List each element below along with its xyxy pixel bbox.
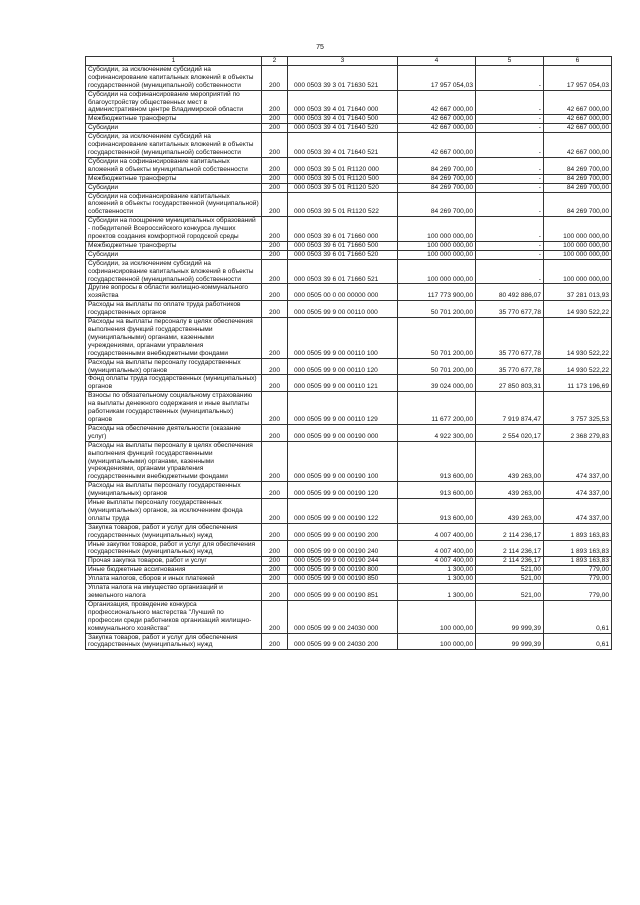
row-code-cell: 200 bbox=[262, 392, 288, 425]
approved-amount-cell: 1 300,00 bbox=[398, 584, 476, 601]
executed-amount-cell: - bbox=[476, 217, 544, 242]
column-number: 2 bbox=[262, 57, 288, 66]
row-name-cell: Субсидии, за исключением субсидий на софинансирование капитальных вложений в объекты государственной (муниципальной) собственности bbox=[86, 65, 262, 90]
executed-amount-cell: 2 114 236,17 bbox=[476, 540, 544, 557]
row-code-cell: 200 bbox=[262, 250, 288, 259]
row-name-cell: Закупка товаров, работ и услуг для обеспечения государственных (муниципальных) нужд bbox=[86, 523, 262, 540]
row-name-cell: Расходы на выплаты персоналу государственных (муниципальных) органов bbox=[86, 482, 262, 499]
row-code-cell: 200 bbox=[262, 441, 288, 482]
executed-amount-cell: 439 263,00 bbox=[476, 482, 544, 499]
executed-amount-cell: 2 114 236,17 bbox=[476, 557, 544, 566]
table-row bbox=[86, 318, 612, 359]
unexecuted-amount-cell: 3 757 325,53 bbox=[544, 392, 612, 425]
budget-classification-code-cell: 000 0505 99 9 00 00190 800 bbox=[288, 566, 398, 575]
row-name-cell: Субсидии bbox=[86, 124, 262, 133]
approved-amount-cell: 100 000,00 bbox=[398, 600, 476, 633]
budget-classification-code-cell: 000 0503 39 4 01 71640 520 bbox=[288, 124, 398, 133]
executed-amount-cell: - bbox=[476, 65, 544, 90]
row-name-cell: Межбюджетные трансферты bbox=[86, 115, 262, 124]
row-code-cell: 200 bbox=[262, 133, 288, 158]
table-row bbox=[86, 557, 612, 566]
executed-amount-cell: 35 770 677,78 bbox=[476, 358, 544, 375]
row-name-cell: Межбюджетные трансферты bbox=[86, 241, 262, 250]
row-code-cell: 200 bbox=[262, 65, 288, 90]
executed-amount-cell: - bbox=[476, 124, 544, 133]
row-name-cell: Субсидии на софинансирование капитальных вложений в объекты государственной (муниципальной) собственности bbox=[86, 192, 262, 217]
approved-amount-cell: 100 000 000,00 bbox=[398, 241, 476, 250]
row-name-cell: Расходы на выплаты по оплате труда работников государственных органов bbox=[86, 301, 262, 318]
table-row bbox=[86, 566, 612, 575]
row-name-cell: Субсидии, за исключением субсидий на софинансирование капитальных вложений в объекты государственной (муниципальной) собственности bbox=[86, 133, 262, 158]
row-code-cell: 200 bbox=[262, 575, 288, 584]
approved-amount-cell: 17 957 054,03 bbox=[398, 65, 476, 90]
unexecuted-amount-cell: 0,61 bbox=[544, 633, 612, 650]
budget-classification-code-cell: 000 0505 99 9 00 00110 120 bbox=[288, 358, 398, 375]
approved-amount-cell: 42 667 000,00 bbox=[398, 115, 476, 124]
unexecuted-amount-cell: 1 893 163,83 bbox=[544, 523, 612, 540]
row-code-cell: 200 bbox=[262, 482, 288, 499]
budget-classification-code-cell: 000 0505 99 9 00 00190 850 bbox=[288, 575, 398, 584]
unexecuted-amount-cell: 84 269 700,00 bbox=[544, 192, 612, 217]
approved-amount-cell: 84 269 700,00 bbox=[398, 157, 476, 174]
row-code-cell: 200 bbox=[262, 499, 288, 524]
table-row bbox=[86, 217, 612, 242]
table-row bbox=[86, 174, 612, 183]
row-name-cell: Иные закупки товаров, работ и услуг для обеспечения государственных (муниципальных) нужд bbox=[86, 540, 262, 557]
row-code-cell: 200 bbox=[262, 523, 288, 540]
budget-classification-code-cell: 000 0505 99 9 00 00190 000 bbox=[288, 424, 398, 441]
executed-amount-cell: 27 850 803,31 bbox=[476, 375, 544, 392]
executed-amount-cell: 35 770 677,78 bbox=[476, 301, 544, 318]
unexecuted-amount-cell: 42 667 000,00 bbox=[544, 90, 612, 115]
table-row bbox=[86, 124, 612, 133]
table-row bbox=[86, 482, 612, 499]
approved-amount-cell: 100 000 000,00 bbox=[398, 250, 476, 259]
executed-amount-cell: - bbox=[476, 259, 544, 284]
unexecuted-amount-cell: 779,00 bbox=[544, 584, 612, 601]
unexecuted-amount-cell: 100 000 000,00 bbox=[544, 259, 612, 284]
approved-amount-cell: 11 677 200,00 bbox=[398, 392, 476, 425]
executed-amount-cell: 99 999,39 bbox=[476, 600, 544, 633]
budget-classification-code-cell: 000 0505 99 9 00 00110 000 bbox=[288, 301, 398, 318]
table-row bbox=[86, 392, 612, 425]
unexecuted-amount-cell: 0,61 bbox=[544, 600, 612, 633]
executed-amount-cell: 439 263,00 bbox=[476, 441, 544, 482]
table-row bbox=[86, 633, 612, 650]
approved-amount-cell: 117 773 900,00 bbox=[398, 284, 476, 301]
row-code-cell: 200 bbox=[262, 124, 288, 133]
executed-amount-cell: - bbox=[476, 115, 544, 124]
unexecuted-amount-cell: 37 281 013,93 bbox=[544, 284, 612, 301]
row-code-cell: 200 bbox=[262, 540, 288, 557]
budget-execution-table bbox=[85, 56, 612, 650]
row-name-cell: Иные выплаты персоналу государственных (муниципальных) органов, за исключением фонда оплаты труда bbox=[86, 499, 262, 524]
table-row bbox=[86, 115, 612, 124]
row-name-cell: Уплата налога на имущество организаций и земельного налога bbox=[86, 584, 262, 601]
budget-classification-code-cell: 000 0505 99 9 00 00190 244 bbox=[288, 557, 398, 566]
executed-amount-cell: 35 770 677,78 bbox=[476, 318, 544, 359]
approved-amount-cell: 50 701 200,00 bbox=[398, 318, 476, 359]
budget-classification-code-cell: 000 0503 39 3 01 71630 521 bbox=[288, 65, 398, 90]
row-name-cell: Субсидии на софинансирование мероприятий по благоустройству общественных мест в административном центре Владимирской области bbox=[86, 90, 262, 115]
executed-amount-cell: 99 999,39 bbox=[476, 633, 544, 650]
approved-amount-cell: 913 600,00 bbox=[398, 441, 476, 482]
unexecuted-amount-cell: 14 930 522,22 bbox=[544, 301, 612, 318]
approved-amount-cell: 1 300,00 bbox=[398, 566, 476, 575]
column-number: 6 bbox=[544, 57, 612, 66]
row-code-cell: 200 bbox=[262, 557, 288, 566]
unexecuted-amount-cell: 42 667 000,00 bbox=[544, 124, 612, 133]
table-row bbox=[86, 499, 612, 524]
page-number: 75 bbox=[316, 44, 324, 51]
row-code-cell: 200 bbox=[262, 301, 288, 318]
row-code-cell: 200 bbox=[262, 358, 288, 375]
budget-classification-code-cell: 000 0503 39 5 01 R1120 500 bbox=[288, 174, 398, 183]
table-row bbox=[86, 157, 612, 174]
row-name-cell: Прочая закупка товаров, работ и услуг bbox=[86, 557, 262, 566]
executed-amount-cell: 521,00 bbox=[476, 575, 544, 584]
approved-amount-cell: 50 701 200,00 bbox=[398, 358, 476, 375]
unexecuted-amount-cell: 474 337,00 bbox=[544, 499, 612, 524]
unexecuted-amount-cell: 474 337,00 bbox=[544, 441, 612, 482]
approved-amount-cell: 42 667 000,00 bbox=[398, 90, 476, 115]
table-row bbox=[86, 90, 612, 115]
unexecuted-amount-cell: 17 957 054,03 bbox=[544, 65, 612, 90]
row-code-cell: 200 bbox=[262, 600, 288, 633]
budget-classification-code-cell: 000 0503 39 4 01 71640 000 bbox=[288, 90, 398, 115]
executed-amount-cell: - bbox=[476, 183, 544, 192]
table-row bbox=[86, 375, 612, 392]
row-name-cell: Организация, проведение конкурса профессионального мастерства "Лучший по профессии среди работников организаций жилищно-коммунального хозяйства" bbox=[86, 600, 262, 633]
row-name-cell: Субсидии bbox=[86, 250, 262, 259]
approved-amount-cell: 913 600,00 bbox=[398, 482, 476, 499]
row-code-cell: 200 bbox=[262, 259, 288, 284]
executed-amount-cell: - bbox=[476, 192, 544, 217]
table-row bbox=[86, 600, 612, 633]
budget-classification-code-cell: 000 0505 99 9 00 00190 122 bbox=[288, 499, 398, 524]
executed-amount-cell: - bbox=[476, 250, 544, 259]
unexecuted-amount-cell: 84 269 700,00 bbox=[544, 174, 612, 183]
row-name-cell: Субсидии bbox=[86, 183, 262, 192]
row-name-cell: Расходы на выплаты персоналу в целях обеспечения выполнения функций государственными (муниципальными) органами, казенными учреждениями, органами управления государственными внебюджетными фондами bbox=[86, 318, 262, 359]
row-name-cell: Расходы на обеспечение деятельности (оказание услуг) bbox=[86, 424, 262, 441]
row-code-cell: 200 bbox=[262, 174, 288, 183]
executed-amount-cell: 439 263,00 bbox=[476, 499, 544, 524]
row-name-cell: Взносы по обязательному социальному страхованию на выплаты денежного содержания и иные выплаты работникам государственных (муниципальных) органов bbox=[86, 392, 262, 425]
row-code-cell: 200 bbox=[262, 424, 288, 441]
unexecuted-amount-cell: 474 337,00 bbox=[544, 482, 612, 499]
row-name-cell: Расходы на выплаты персоналу государственных (муниципальных) органов bbox=[86, 358, 262, 375]
row-name-cell: Субсидии, за исключением субсидий на софинансирование капитальных вложений в объекты государственной (муниципальной) собственности bbox=[86, 259, 262, 284]
row-name-cell: Закупка товаров, работ и услуг для обеспечения государственных (муниципальных) нужд bbox=[86, 633, 262, 650]
table-row bbox=[86, 441, 612, 482]
column-number: 3 bbox=[288, 57, 398, 66]
table-row bbox=[86, 192, 612, 217]
column-number: 1 bbox=[86, 57, 262, 66]
unexecuted-amount-cell: 11 173 196,69 bbox=[544, 375, 612, 392]
budget-classification-code-cell: 000 0505 99 9 00 00110 100 bbox=[288, 318, 398, 359]
table-row bbox=[86, 584, 612, 601]
row-code-cell: 200 bbox=[262, 241, 288, 250]
approved-amount-cell: 100 000 000,00 bbox=[398, 259, 476, 284]
row-code-cell: 200 bbox=[262, 90, 288, 115]
row-code-cell: 200 bbox=[262, 566, 288, 575]
budget-classification-code-cell: 000 0503 39 6 01 71660 520 bbox=[288, 250, 398, 259]
table-row bbox=[86, 301, 612, 318]
budget-classification-code-cell: 000 0503 39 5 01 R1120 522 bbox=[288, 192, 398, 217]
approved-amount-cell: 4 007 400,00 bbox=[398, 523, 476, 540]
row-code-cell: 200 bbox=[262, 284, 288, 301]
executed-amount-cell: - bbox=[476, 157, 544, 174]
approved-amount-cell: 4 922 300,00 bbox=[398, 424, 476, 441]
budget-classification-code-cell: 000 0503 39 4 01 71640 500 bbox=[288, 115, 398, 124]
approved-amount-cell: 100 000 000,00 bbox=[398, 217, 476, 242]
unexecuted-amount-cell: 100 000 000,00 bbox=[544, 241, 612, 250]
executed-amount-cell: - bbox=[476, 133, 544, 158]
approved-amount-cell: 42 667 000,00 bbox=[398, 124, 476, 133]
column-number: 4 bbox=[398, 57, 476, 66]
approved-amount-cell: 1 300,00 bbox=[398, 575, 476, 584]
table-row bbox=[86, 358, 612, 375]
approved-amount-cell: 84 269 700,00 bbox=[398, 183, 476, 192]
budget-classification-code-cell: 000 0503 39 5 01 R1120 000 bbox=[288, 157, 398, 174]
row-code-cell: 200 bbox=[262, 633, 288, 650]
approved-amount-cell: 100 000,00 bbox=[398, 633, 476, 650]
table-row bbox=[86, 250, 612, 259]
approved-amount-cell: 42 667 000,00 bbox=[398, 133, 476, 158]
table-row bbox=[86, 523, 612, 540]
approved-amount-cell: 4 007 400,00 bbox=[398, 557, 476, 566]
budget-classification-code-cell: 000 0505 99 9 00 00190 240 bbox=[288, 540, 398, 557]
table-row bbox=[86, 183, 612, 192]
approved-amount-cell: 84 269 700,00 bbox=[398, 192, 476, 217]
approved-amount-cell: 50 701 200,00 bbox=[398, 301, 476, 318]
row-name-cell: Иные бюджетные ассигнования bbox=[86, 566, 262, 575]
row-name-cell: Уплата налогов, сборов и иных платежей bbox=[86, 575, 262, 584]
executed-amount-cell: 7 919 874,47 bbox=[476, 392, 544, 425]
budget-classification-code-cell: 000 0505 99 9 00 00190 100 bbox=[288, 441, 398, 482]
budget-classification-code-cell: 000 0503 39 4 01 71640 521 bbox=[288, 133, 398, 158]
budget-classification-code-cell: 000 0505 99 9 00 00190 120 bbox=[288, 482, 398, 499]
executed-amount-cell: 2 114 236,17 bbox=[476, 523, 544, 540]
budget-classification-code-cell: 000 0503 39 5 01 R1120 520 bbox=[288, 183, 398, 192]
budget-classification-code-cell: 000 0505 99 9 00 00110 121 bbox=[288, 375, 398, 392]
approved-amount-cell: 84 269 700,00 bbox=[398, 174, 476, 183]
row-name-cell: Субсидии на софинансирование капитальных вложений в объекты муниципальной собственности bbox=[86, 157, 262, 174]
row-name-cell: Межбюджетные трансферты bbox=[86, 174, 262, 183]
row-code-cell: 200 bbox=[262, 217, 288, 242]
executed-amount-cell: 521,00 bbox=[476, 566, 544, 575]
unexecuted-amount-cell: 84 269 700,00 bbox=[544, 157, 612, 174]
unexecuted-amount-cell: 779,00 bbox=[544, 575, 612, 584]
executed-amount-cell: 521,00 bbox=[476, 584, 544, 601]
row-code-cell: 200 bbox=[262, 584, 288, 601]
budget-classification-code-cell: 000 0505 99 9 00 24030 000 bbox=[288, 600, 398, 633]
budget-classification-code-cell: 000 0505 99 9 00 24030 200 bbox=[288, 633, 398, 650]
unexecuted-amount-cell: 100 000 000,00 bbox=[544, 217, 612, 242]
row-code-cell: 200 bbox=[262, 115, 288, 124]
row-code-cell: 200 bbox=[262, 192, 288, 217]
executed-amount-cell: 80 492 886,07 bbox=[476, 284, 544, 301]
table-row bbox=[86, 284, 612, 301]
executed-amount-cell: - bbox=[476, 174, 544, 183]
approved-amount-cell: 4 007 400,00 bbox=[398, 540, 476, 557]
unexecuted-amount-cell: 14 930 522,22 bbox=[544, 358, 612, 375]
unexecuted-amount-cell: 1 893 163,83 bbox=[544, 540, 612, 557]
budget-classification-code-cell: 000 0505 99 9 00 00190 851 bbox=[288, 584, 398, 601]
row-code-cell: 200 bbox=[262, 157, 288, 174]
budget-classification-code-cell: 000 0503 39 6 01 71660 000 bbox=[288, 217, 398, 242]
budget-classification-code-cell: 000 0505 99 9 00 00110 129 bbox=[288, 392, 398, 425]
unexecuted-amount-cell: 1 893 163,83 bbox=[544, 557, 612, 566]
unexecuted-amount-cell: 14 930 522,22 bbox=[544, 318, 612, 359]
column-number: 5 bbox=[476, 57, 544, 66]
approved-amount-cell: 913 600,00 bbox=[398, 499, 476, 524]
budget-classification-code-cell: 000 0503 39 6 01 71660 500 bbox=[288, 241, 398, 250]
unexecuted-amount-cell: 42 667 000,00 bbox=[544, 133, 612, 158]
unexecuted-amount-cell: 779,00 bbox=[544, 566, 612, 575]
approved-amount-cell: 39 024 000,00 bbox=[398, 375, 476, 392]
table-row bbox=[86, 424, 612, 441]
row-name-cell: Субсидии на поощрение муниципальных образований - победителей Всероссийского конкурса лучших проектов создания комфортной городской среды bbox=[86, 217, 262, 242]
executed-amount-cell: - bbox=[476, 90, 544, 115]
budget-classification-code-cell: 000 0503 39 6 01 71660 521 bbox=[288, 259, 398, 284]
row-code-cell: 200 bbox=[262, 318, 288, 359]
unexecuted-amount-cell: 42 667 000,00 bbox=[544, 115, 612, 124]
column-number-row bbox=[86, 57, 612, 66]
row-name-cell: Фонд оплаты труда государственных (муниципальных) органов bbox=[86, 375, 262, 392]
unexecuted-amount-cell: 100 000 000,00 bbox=[544, 250, 612, 259]
row-code-cell: 200 bbox=[262, 183, 288, 192]
executed-amount-cell: - bbox=[476, 241, 544, 250]
row-name-cell: Расходы на выплаты персоналу в целях обеспечения выполнения функций государственными (муниципальными) органами, казенными учреждениями, органами управления государственными внебюджетными фондами bbox=[86, 441, 262, 482]
table-row bbox=[86, 259, 612, 284]
executed-amount-cell: 2 554 020,17 bbox=[476, 424, 544, 441]
row-name-cell: Другие вопросы в области жилищно-коммунального хозяйства bbox=[86, 284, 262, 301]
table-row bbox=[86, 133, 612, 158]
unexecuted-amount-cell: 2 368 279,83 bbox=[544, 424, 612, 441]
table-row bbox=[86, 540, 612, 557]
unexecuted-amount-cell: 84 269 700,00 bbox=[544, 183, 612, 192]
budget-classification-code-cell: 000 0505 99 9 00 00190 200 bbox=[288, 523, 398, 540]
table-row bbox=[86, 241, 612, 250]
table-row bbox=[86, 65, 612, 90]
budget-classification-code-cell: 000 0505 00 0 00 00000 000 bbox=[288, 284, 398, 301]
row-code-cell: 200 bbox=[262, 375, 288, 392]
table-row bbox=[86, 575, 612, 584]
